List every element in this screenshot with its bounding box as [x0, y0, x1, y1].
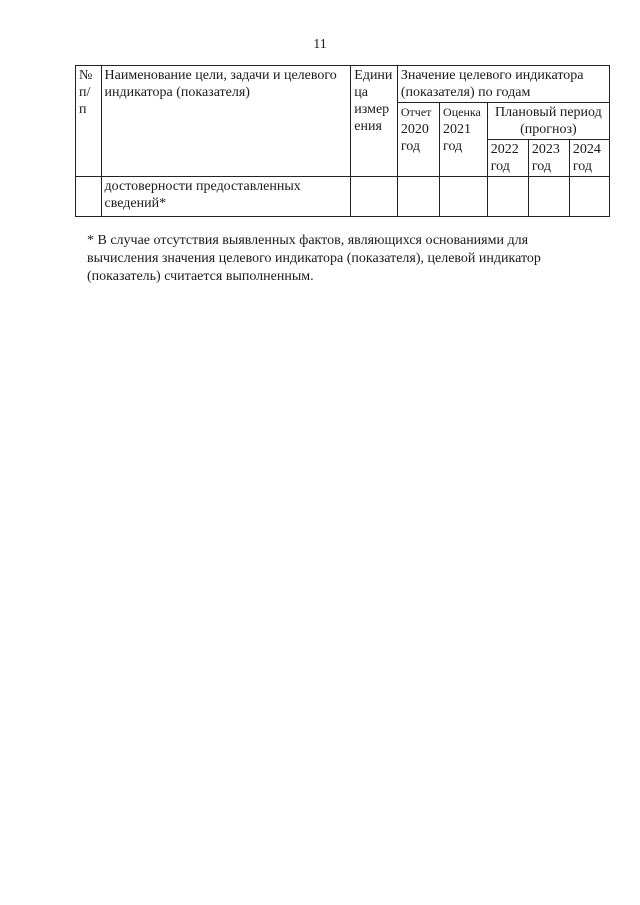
header-num-line2: п/п — [79, 85, 91, 117]
header-estimate-label: Оценка — [443, 105, 481, 119]
header-unit-line1: Едини — [354, 68, 393, 83]
header-plan-period-cell: Плановый период (прогноз) — [487, 103, 609, 140]
header-estimate-suffix: год — [443, 139, 463, 154]
page-number: 11 — [313, 37, 327, 52]
header-num-line1: № — [79, 68, 93, 83]
footnote-line-3: (показатель) считается выполненным. — [87, 269, 314, 284]
header-report-label: Отчет — [400, 105, 432, 119]
header-num-cell — [76, 66, 102, 177]
header-unit-line2: ца — [354, 85, 368, 100]
table-header-row-1 — [76, 66, 610, 103]
row-name-cell: достоверности предоставленных сведений* — [101, 177, 351, 217]
footnote-line-1: * В случае отсутствия выявленных фактов, являющихся основаниями для — [87, 233, 529, 248]
row-unit-cell — [351, 177, 398, 217]
footnote-line-2: вычисления значения целевого индикатора (показателя), целевой индикатор — [87, 251, 541, 266]
row-num-cell — [76, 177, 102, 217]
header-2022-year: 2022 — [490, 142, 519, 157]
header-report-year: 2020 — [400, 122, 429, 137]
header-unit-cell — [351, 66, 398, 177]
row-2024-cell — [569, 177, 609, 217]
indicator-table — [75, 65, 610, 217]
header-estimate-cell — [440, 103, 488, 177]
row-2023-cell — [528, 177, 569, 217]
header-report-cell — [397, 103, 439, 177]
header-unit-line3: измер — [354, 102, 390, 117]
header-2022-cell — [487, 140, 528, 177]
header-2024-year: 2024 — [572, 142, 601, 157]
header-2023-cell — [528, 140, 569, 177]
header-2024-cell — [569, 140, 609, 177]
table-row — [76, 177, 610, 217]
header-estimate-year: 2021 — [443, 122, 472, 137]
row-2022-cell — [487, 177, 528, 217]
header-unit-line4: ения — [354, 119, 382, 134]
row-2021-cell — [440, 177, 488, 217]
header-2023-year: 2023 — [531, 142, 560, 157]
header-report-suffix: год — [400, 139, 420, 154]
header-2022-suffix: год — [490, 159, 510, 174]
footnote — [87, 232, 612, 286]
header-value-group-cell: Значение целевого индикатора (показателя) по годам — [397, 66, 609, 103]
header-2024-suffix: год — [572, 159, 593, 174]
row-2020-cell — [397, 177, 439, 217]
header-2023-suffix: год — [531, 159, 551, 174]
header-name-cell: Наименование цели, задачи и целевого индикатора (показателя) — [101, 66, 351, 177]
